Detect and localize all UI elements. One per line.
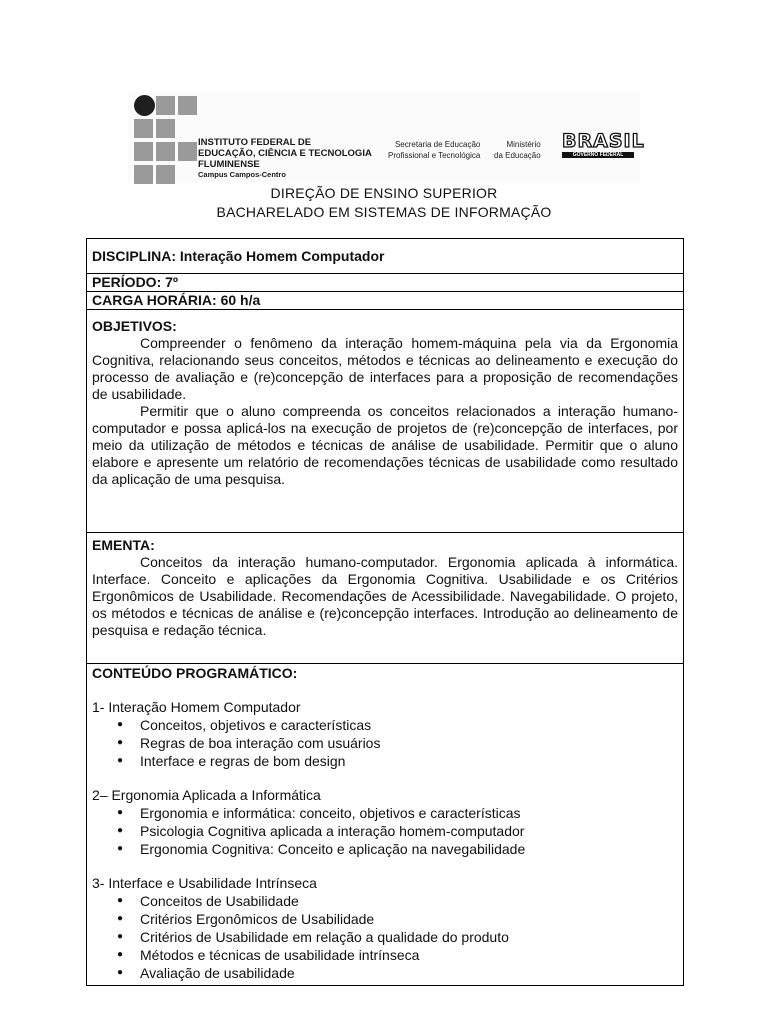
bullet-list <box>92 892 678 982</box>
section-title: 1- Interação Homem Computador <box>92 699 301 715</box>
course-table <box>86 238 684 986</box>
page-title-line1: DIREÇÃO DE ENSINO SUPERIOR <box>270 185 498 201</box>
conteudo-row <box>87 664 683 986</box>
list-item: ● Interface e regras de bom design <box>140 752 678 770</box>
institute-name: INSTITUTO FEDERAL DE EDUCAÇÃO, CIÊNCIA E TECNOLOGIA FLUMINENSE Campus Campos-Centro <box>198 137 372 179</box>
section-title: 3- Interface e Usabilidade Intrínseca <box>92 875 317 891</box>
conteudo-section-3 <box>92 875 678 982</box>
list-item: ● Métodos e técnicas de usabilidade intrínseca <box>140 946 678 964</box>
objetivos-title: OBJETIVOS: <box>92 318 177 334</box>
list-item: ● Ergonomia Cognitiva: Conceito e aplicação na navegabilidade <box>140 840 678 858</box>
bullet-list <box>92 804 678 858</box>
list-item: ● Critérios Ergonômicos de Usabilidade <box>140 910 678 928</box>
periodo-row <box>87 274 683 292</box>
page-title-line2: BACHARELADO EM SISTEMAS DE INFORMAÇÃO <box>216 204 552 220</box>
brasil-logo: BRASIL GOVERNO FEDERAL <box>562 130 645 158</box>
section-title: 2– Ergonomia Aplicada a Informática <box>92 787 321 803</box>
carga-label: CARGA HORÁRIA: 60 h/a <box>92 292 261 308</box>
carga-row <box>87 292 683 310</box>
list-item: ● Ergonomia e informática: conceito, objetivos e características <box>140 804 678 822</box>
bullet-list <box>92 716 678 770</box>
conteudo-section-1 <box>92 699 678 770</box>
list-item: ● Regras de boa interação com usuários <box>140 734 678 752</box>
objetivos-paragraph-1: Compreender o fenômeno da interação homem-máquina pela via da Ergonomia Cognitiva, relacionando seus conceitos, métodos e técnicas ao delineamento e execução do processo de avaliação e (re)concepção de interfaces para a proposição de recomendações de usabilidade. <box>92 335 678 402</box>
secretaria-label: Secretaria de Educação Profissional e Tecnológica <box>388 140 481 160</box>
ementa-text: Conceitos da interação humano-computador. Ergonomia aplicada à informática. Interface. Conceito e aplicações da Ergonomia Cognitiva. Usabilidade e os Critérios Ergonômicos de Usabilidade. Recomendações de Acessibilidade. Navegabilidade. O projeto, os métodos e técnicas de análise e (re)concepção interfaces. Introdução ao delineamento de pesquisa e redação técnica. <box>92 554 678 638</box>
list-item: ● Avaliação de usabilidade <box>140 964 678 982</box>
disciplina-label: DISCIPLINA: Interação Homem Computador <box>92 248 385 264</box>
objetivos-paragraph-2: Permitir que o aluno compreenda os conceitos relacionados a interação humano-computador e possa aplicá-los na execução de projetos de (re)concepção de interfaces, por meio da utilização de métodos e técnicas de análise de usabilidade. Permitir que o aluno elabore e apresente um relatório de recomendações técnicas de usabilidade como resultado da aplicação de uma pesquisa. <box>92 403 678 487</box>
ministerio-label: Ministério da Educação <box>494 140 541 160</box>
periodo-label: PERÍODO: 7º <box>92 274 179 290</box>
ementa-title: EMENTA: <box>92 537 155 553</box>
list-item: ● Critérios de Usabilidade em relação a qualidade do produto <box>140 928 678 946</box>
conteudo-section-2 <box>92 787 678 858</box>
header-banner <box>128 92 645 182</box>
objetivos-row <box>87 310 683 533</box>
list-item: ● Conceitos de Usabilidade <box>140 892 678 910</box>
disciplina-row <box>87 239 683 274</box>
ementa-row <box>87 533 683 664</box>
list-item: ● Conceitos, objetivos e características <box>140 716 678 734</box>
list-item: ● Psicologia Cognitiva aplicada a interação homem-computador <box>140 822 678 840</box>
conteudo-title: CONTEÚDO PROGRAMÁTICO: <box>92 665 298 681</box>
